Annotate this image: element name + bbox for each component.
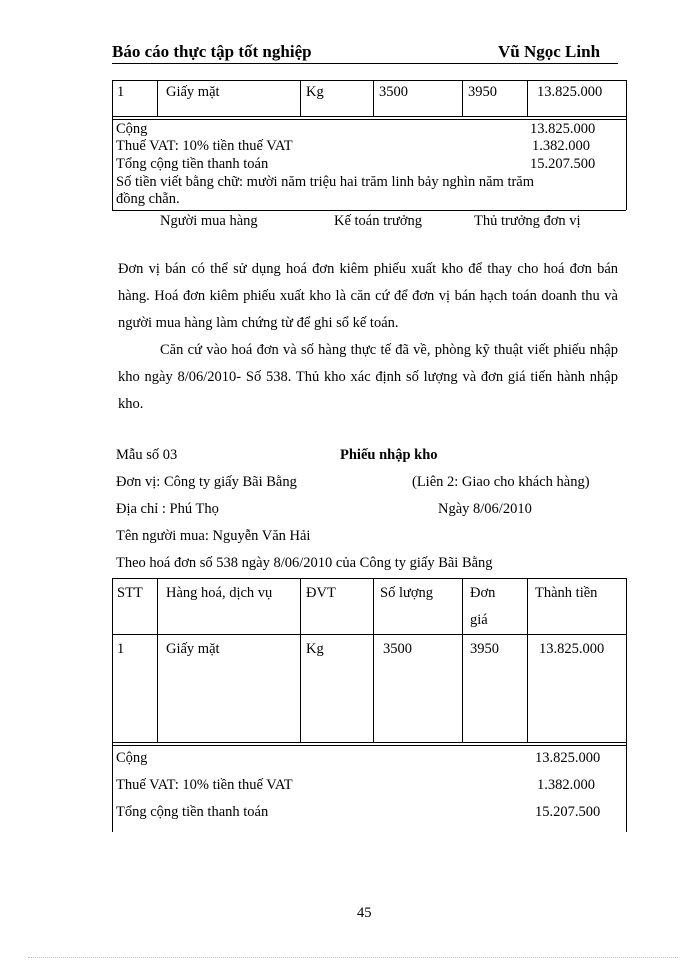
column-header: giá bbox=[470, 612, 488, 628]
table-cell: Giấy mặt bbox=[166, 641, 220, 657]
table-cell: 3500 bbox=[379, 84, 408, 100]
summary-value: 15.207.500 bbox=[535, 804, 601, 820]
table-cell: 3500 bbox=[383, 641, 412, 657]
summary-value: 1.382.000 bbox=[532, 138, 590, 154]
summary-value: 13.825.000 bbox=[535, 750, 601, 766]
summary-value: 15.207.500 bbox=[530, 156, 596, 172]
summary-label: Thuế VAT: 10% tiền thuế VAT bbox=[116, 777, 293, 793]
table-cell: Giấy mặt bbox=[166, 84, 220, 100]
form-title: Phiếu nhập kho bbox=[340, 447, 438, 463]
form-address: Địa chỉ : Phú Thọ bbox=[116, 501, 219, 517]
amount-in-words-cont: đồng chẵn. bbox=[116, 191, 180, 207]
header-rule bbox=[112, 63, 618, 64]
column-header: Số lượng bbox=[380, 585, 433, 601]
author-name: Vũ Ngọc Linh bbox=[498, 42, 601, 61]
table-cell: 1 bbox=[117, 84, 125, 100]
summary-value: 13.825.000 bbox=[530, 121, 596, 137]
form-buyer: Tên người mua: Nguyễn Văn Hải bbox=[116, 528, 311, 544]
summary-label: Thuế VAT: 10% tiền thuế VAT bbox=[116, 138, 293, 154]
form-date: Ngày 8/06/2010 bbox=[438, 501, 532, 517]
signature-buyer: Người mua hàng bbox=[160, 213, 258, 229]
form-invoice-ref: Theo hoá đơn số 538 ngày 8/06/2010 của Công ty giấy Bãi Bằng bbox=[116, 555, 493, 571]
form-number: Mẫu số 03 bbox=[116, 447, 178, 463]
paragraph: Căn cứ vào hoá đơn và số hàng thực tế đã về, phòng kỹ thuật viết phiếu nhập kho ngày 8/06/2010- Số 538. Thủ kho xác định số lượng và đơn giá tiến hành nhập kho. bbox=[118, 342, 618, 412]
signature-head-of-unit: Thủ trưởng đơn vị bbox=[474, 213, 581, 229]
column-header: STT bbox=[117, 585, 143, 601]
page-number: 45 bbox=[357, 905, 372, 921]
table-cell: Kg bbox=[306, 641, 324, 657]
form-unit: Đơn vị: Công ty giấy Bãi Bằng bbox=[116, 474, 297, 490]
table-cell: 13.825.000 bbox=[539, 641, 605, 657]
column-header: Hàng hoá, dịch vụ bbox=[166, 585, 273, 601]
signature-chief-accountant: Kế toán trưởng bbox=[334, 213, 423, 229]
table-cell: 1 bbox=[117, 641, 125, 657]
paragraph: Đơn vị bán có thể sử dụng hoá đơn kiêm phiếu xuất kho để thay cho hoá đơn bán hàng. Hoá đơn kiêm phiếu xuất kho là căn cứ để đơn vị bán hạch toán doanh thu và người mua hàng làm chứng từ để ghi sổ kế toán. bbox=[118, 261, 618, 331]
column-header: Thành tiền bbox=[535, 585, 598, 601]
column-header: Đơn bbox=[470, 585, 496, 601]
amount-in-words: Số tiền viết bằng chữ: mười năm triệu hai trăm linh bảy nghìn năm trăm bbox=[116, 174, 535, 190]
report-title: Báo cáo thực tập tốt nghiệp bbox=[112, 42, 312, 61]
page-bottom-rule bbox=[28, 957, 678, 958]
form-copy: (Liên 2: Giao cho khách hàng) bbox=[412, 474, 590, 490]
table-cell: Kg bbox=[306, 84, 324, 100]
summary-value: 1.382.000 bbox=[537, 777, 595, 793]
summary-label: Cộng bbox=[116, 750, 148, 766]
summary-label: Tổng cộng tiền thanh toán bbox=[116, 156, 269, 172]
summary-label: Tổng cộng tiền thanh toán bbox=[116, 804, 269, 820]
summary-label: Cộng bbox=[116, 121, 148, 137]
column-header: ĐVT bbox=[306, 585, 336, 601]
table-cell: 13.825.000 bbox=[537, 84, 603, 100]
body-text bbox=[118, 256, 618, 418]
table-cell: 3950 bbox=[470, 641, 499, 657]
table-cell: 3950 bbox=[468, 84, 497, 100]
